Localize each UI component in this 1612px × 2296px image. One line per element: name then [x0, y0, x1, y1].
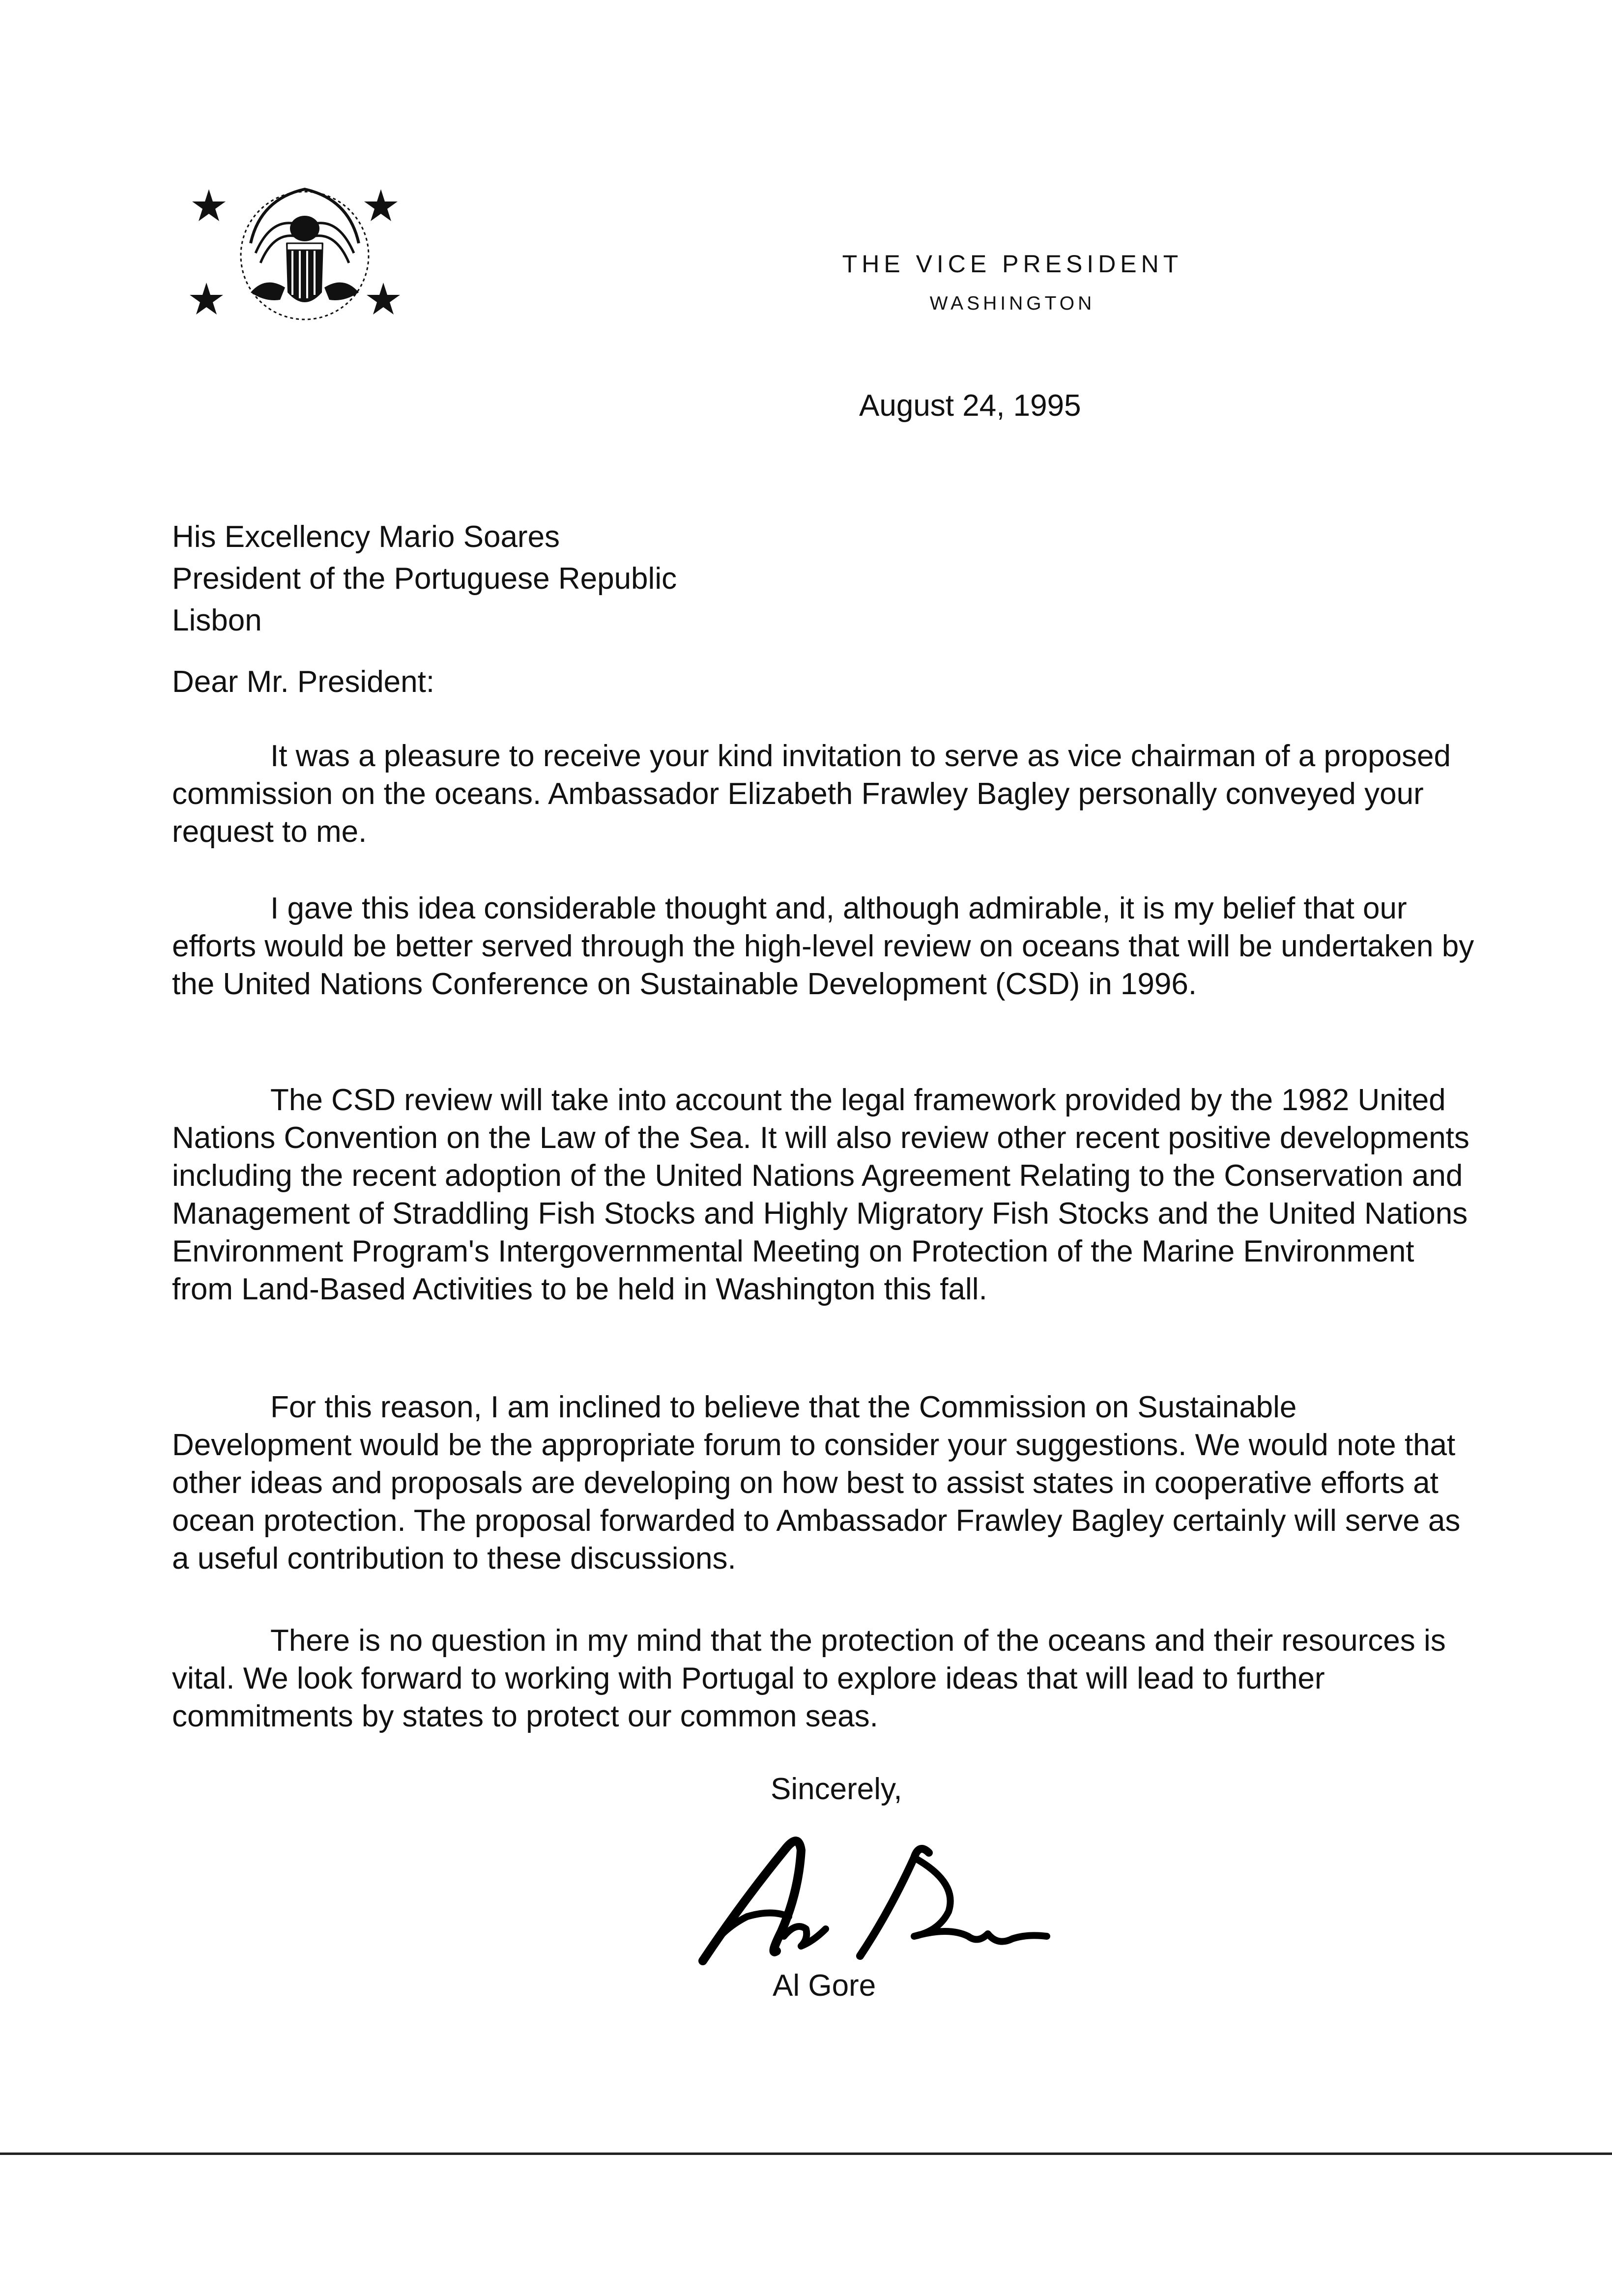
- closing: Sincerely,: [771, 1772, 902, 1806]
- recipient-address: [172, 516, 677, 641]
- salutation: Dear Mr. President:: [172, 665, 435, 699]
- vice-president-seal-icon: [182, 170, 428, 342]
- letter-date: August 24, 1995: [859, 389, 1081, 423]
- letterhead-subtitle: WASHINGTON: [929, 293, 1095, 314]
- body-paragraph: The CSD review will take into account the legal framework provided by the 1982 United Nations Convention on the Law of the Sea. It will also review other recent positive developments including the recent adoption of the United Nations Agreement Relating to the Conservation and Management of Straddling Fish Stocks and Highly Migratory Fish Stocks and the United Nations Environment Program's Intergovernmental Meeting on Protection of the Marine Environment from Land-Based Activities to be held in Washington this fall.: [172, 1083, 1469, 1306]
- footer-divider: [0, 2152, 1612, 2155]
- recipient-city: Lisbon: [172, 603, 262, 637]
- body-paragraph: For this reason, I am inclined to believe that the Commission on Sustainable Development would be the appropriate forum to consider your suggestions. We would note that other ideas and proposals are developing on how best to assist states in cooperative efforts at ocean protection. The proposal forwarded to Ambassador Frawley Bagley certainly will serve as a useful contribution to these discussions.: [172, 1390, 1461, 1576]
- handwritten-signature: [683, 1813, 1076, 1976]
- signer-name: Al Gore: [773, 1969, 876, 2003]
- letterhead-title: THE VICE PRESIDENT: [842, 250, 1183, 278]
- body-paragraph: There is no question in my mind that the protection of the oceans and their resources is vital. We look forward to working with Portugal to explore ideas that will lead to further commitments by states to protect our common seas.: [172, 1624, 1446, 1733]
- recipient-title: President of the Portuguese Republic: [172, 562, 677, 596]
- recipient-name: His Excellency Mario Soares: [172, 520, 560, 554]
- body-paragraph: I gave this idea considerable thought and, although admirable, it is my belief that our efforts would be better served through the high-level review on oceans that will be undertaken by the United Nations Conference on Sustainable Development (CSD) in 1996.: [172, 891, 1474, 1001]
- body-paragraph: It was a pleasure to receive your kind invitation to serve as vice chairman of a proposed commission on the oceans. Ambassador Elizabeth Frawley Bagley personally conveyed your request to me.: [172, 739, 1451, 849]
